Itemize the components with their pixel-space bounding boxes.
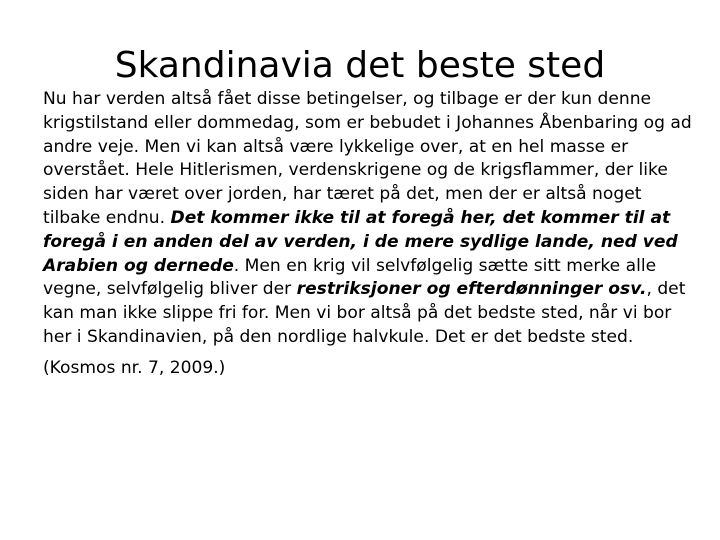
body-text [43,88,695,381]
source-citation: (Kosmos nr. 7, 2009.) [43,357,226,378]
slide-title: Skandinavia det beste sted [114,45,606,86]
quote-text-part-2: . Men en krig vil selvfølgelig sætte sitt merke alle vegne, selvfølgelig bliver der [43,255,657,300]
quote-text-part-3: , det kan man ikke slippe fri for. Men vi bor altså på det bedste sted, når vi bor her i Skandinavien, på den nordlige halvkule. Det er det bedste sted. [43,279,686,347]
quote-text-part-1: Nu har verden altså fået disse betingelser, og tilbage er der kun denne krigstilstand eller dommedag, som er bebudet i Johannes Åbenbaring og ad andre veje. Men vi kan altså være lykkelige over, at en hel masse er overstået. Hele Hitlerismen, verdenskrigene og de krigsflammer, der like siden har været over jorden, har tæret på det, men der er altså noget tilbake endnu. [43,89,692,228]
quote-emphasis-2: restriksjoner og efterdønninger osv. [296,279,647,300]
quote-paragraph [43,88,695,350]
quote-emphasis-1: Det kommer ikke til at foregå her, det kommer til at foregå i en anden del av verden, i de mere sydlige lande, ned ved Arabien og dernede [43,207,678,276]
